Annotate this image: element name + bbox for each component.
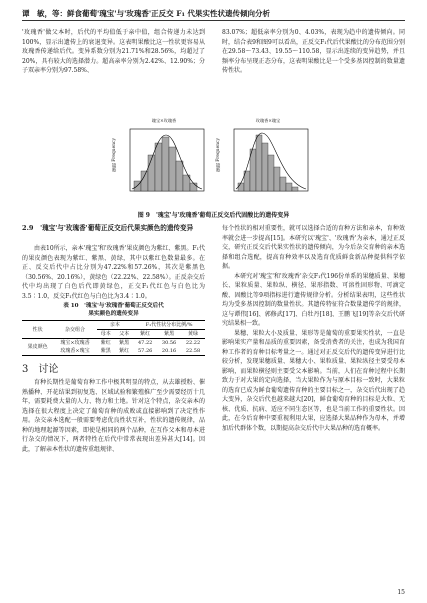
- th-color-2: 紫黑: [164, 331, 175, 337]
- section-2-9-text: [22, 244, 205, 301]
- cell-c1: 47.22: [138, 340, 153, 346]
- section-3-title: 3 讨论: [22, 364, 59, 375]
- bar: [292, 187, 298, 191]
- section-2-9-title: 2.9 '瑰宝'与'玫瑰香'葡萄正反交后代果实颜色的遗传变异: [22, 224, 194, 232]
- bar: [148, 155, 155, 191]
- histogram-right: [224, 118, 312, 206]
- header-rule: [22, 20, 405, 21]
- paragraph: 本研究对'瑰宝'和'玫瑰香'杂交F₁代196份单系的果穗质量、果穗长、果粒质量、果粒纵、横径、果形指数、可溶性固形物、可滴定酸、固酸比等9项指标进行遗传规律分析。分析结果表明，这些性状均为受多基因控制的数量性状。其遗传特征符合数量遗传学的规律，这与谭伟[16]、郭修武[17]、白牡丹[18]、王鹏飞[19]等杂交后代研究结果相一致。: [222, 272, 405, 327]
- paragraph: '玫瑰香'做父本时，后代的平均值低于亲中值，组合传递力未达到100%，显示出遗传上的衰退变异。这表明果酸比这一性状更容易从玫瑰香传递给后代。变异系数分别为21.71%和28.56%，均超过了20%，具有较大的选择潜力。超高亲率分别为2.42%、12.90%；分子双亲率分别为97.58%、: [22, 29, 205, 74]
- bar: [238, 183, 244, 191]
- bar: [155, 143, 162, 191]
- cell-c1: 57.26: [138, 348, 153, 354]
- paragraph: 果穗、果粒大小及质量、果形等是葡萄的重要果实性状，一直是影响果实产量和品质的重要因素，备受消费者的关注，也成为我国育种工作者的育种目标考量之一。通过对正反交后代的遗传变异进行比较分析，发现果穗质量、果穗大小、果粒质量、果粒纵径主要受母本影响，而果粒横径则主要受父本影响。当前，人们在育种过程中长期致力于对大果的定向选择，当大果粒作为与原本目标一致时，大果粒的选育已成为鲜食葡萄遗传育种的主要目标之一，杂交后代出现了趋大变异，杂交后代也越来越大[20]，鲜食葡萄育种的目标是大粒、无核、优质、抗病、适应不同生态区等，也是当前工作的重要性状。因此，在今后育种中要重视利用大果，应选择大果品种作为母本，并增加后代群体个数，以期提高杂交后代中大果品种的选育概率。: [222, 329, 405, 432]
- cell-male: 紫黑: [119, 340, 130, 346]
- figure-caption: 图 9 '瑰宝'与'玫瑰香'葡萄正反交后代固酸比的遗传变异: [137, 212, 290, 219]
- left-top-text: [22, 28, 205, 76]
- cell-cross: 玫瑰香×瑰宝: [60, 348, 90, 354]
- bar: [256, 135, 262, 191]
- table-10-caption-1: 表 10 '瑰宝'与'玫瑰香'葡萄正反交后代: [63, 303, 164, 309]
- bar: [141, 171, 148, 191]
- legend-left: 瑰宝×玫瑰香: [151, 118, 177, 123]
- th-trait: 性状: [32, 326, 43, 333]
- legend-right: 玫瑰香×瑰宝: [255, 118, 281, 123]
- cell-female: 紫黑: [100, 348, 111, 354]
- th-cross: 杂交组合: [64, 326, 85, 333]
- bar: [286, 183, 292, 191]
- cell-c2: 30.56: [161, 340, 177, 346]
- th-parent: 亲本: [97, 321, 134, 330]
- th-color-1: 紫红: [140, 331, 151, 337]
- bar: [280, 177, 286, 191]
- section-3-right-text: [222, 224, 405, 433]
- paragraph: 每个性状的相对重要性，就可以选择合适的育种方法和亲本，育种效率就会进一步提高[15]。本研究以'瑰宝'、'玫瑰香'为亲本，通过正反交，研究正反交后代果实性状的遗传倾向，为今后杂交育种的亲本选择和组合选配，提高育种效率以及选育优质鲜食新品种提供科学依据。: [222, 225, 405, 270]
- bar: [274, 167, 280, 191]
- bar: [250, 149, 256, 191]
- bar: [162, 137, 169, 191]
- paragraph: 育种长期性是葡萄育种工作中极其明显的特点，从去雄授粉、催熟播种、开花结果到初复选、区域试验和繁殖推广至少需要经历十几年，需要耗费大量的人力、物力和土地。针对这个特点，杂交亲本的选择在很大程度上决定了葡萄育种的成败或直接影响到了决定性作用。杂交亲本选配一般需要考虑优良性状互补，性状的遗传规律，品种的地理起源等因素，即使是相同的两个品种，在互作父本和母本进行杂交的情况下，两者特性在后代中常常表现出差异甚大[14]。因此，了解亲本性状的遗传重组规律、: [22, 379, 205, 453]
- th-color-3: 黄绿: [188, 331, 199, 337]
- ylabel-left: 频数 Frequency: [112, 138, 117, 172]
- histogram-left-plot: [120, 125, 208, 201]
- ylabel-right: 频数 Frequency: [216, 138, 221, 172]
- cell-c3: 22.22: [185, 340, 201, 346]
- cell-male: 紫红: [119, 348, 130, 354]
- histogram-left: [120, 118, 208, 206]
- right-top-text: [222, 28, 405, 76]
- running-header: 谭 敏，等：鲜食葡萄'瑰宝'与'玫瑰香'正反交 F₁ 代果实性状遗传倾向分析: [22, 9, 271, 18]
- histogram-right-plot: [224, 125, 312, 201]
- th-distribution: F₁代性状分布比例/%: [133, 321, 205, 330]
- bar: [268, 155, 274, 191]
- th-female: 母本: [100, 331, 111, 337]
- paragraph: 由表10所示，亲本'瑰宝'和'玫瑰香'果皮颜色为紫红、紫黑。F₁代的果皮颜色表现为紫红、紫黑、黄绿，其中以紫红色数量最多。在正、反交后代中占比分别为47.22%和57.26%，其次是紫黑色（30.56%、20.16%），黄绿色（22.22%、22.58%）。正反杂交后代中均出现了白色后代即黄绿色，正交F₁代红色与白色比为3.5∶1.0，反交F₁代红色与白色比为3.4∶1.0。: [22, 245, 205, 300]
- paragraph: 83.07%；超低亲率分别为0、4.03%，表现为趋中的遗传倾向。同时，结合表9和图9可以看出，正反交F₁代后代果酸比的分布范围分别在29.58～73.43、19.55～110.58，显示出连续的变异趋势，并且频率分布呈现正态分布，这表明果酸比是一个受多基因控制的数量遗传性状。: [222, 29, 405, 74]
- bar: [190, 183, 197, 191]
- th-male: 父本: [119, 331, 130, 337]
- bar: [169, 147, 176, 191]
- cell-trait: 果皮颜色: [27, 344, 48, 350]
- section-3-left-text: [22, 378, 205, 454]
- cell-cross: 瑰宝×玫瑰香: [60, 340, 90, 346]
- table-10: [22, 320, 205, 356]
- table-row: [22, 339, 205, 348]
- cell-female: 紫红: [100, 340, 111, 346]
- page-number: 15: [397, 589, 405, 596]
- bar: [176, 161, 183, 191]
- cell-c3: 22.58: [185, 348, 201, 354]
- cell-c2: 20.16: [161, 348, 177, 354]
- table-10-caption-2: 果实颜色的遗传变异: [88, 311, 139, 317]
- bar: [262, 143, 268, 191]
